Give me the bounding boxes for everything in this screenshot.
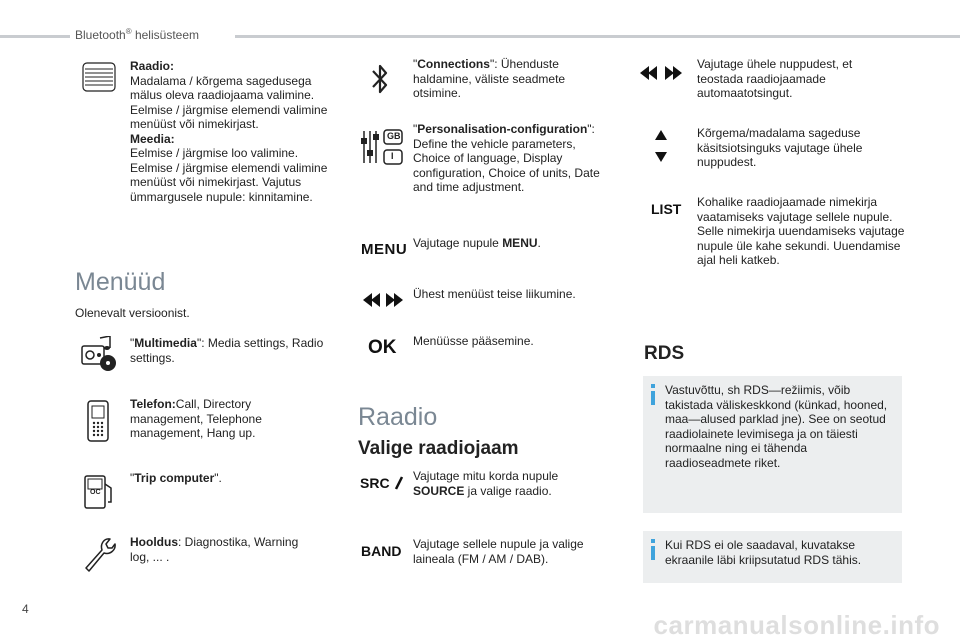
trip-description: "Trip computer". — [130, 471, 222, 485]
telefon-description: Telefon:Call, Directory management, Telephone management, Hang up. — [130, 397, 262, 440]
bluetooth-icon — [370, 62, 390, 96]
src-icon-label: SRC — [360, 475, 390, 491]
frequency-description: Kõrgema/madalama sageduse käsitsiotsinguks vajutage ühele nuppudest. — [697, 126, 863, 169]
select-station-heading: Valige raadiojaam — [358, 438, 519, 459]
rds-info-box-2 — [643, 531, 902, 583]
source-description: Vajutage mitu korda nupule SOURCE ja valige raadio. — [413, 469, 559, 498]
version-note: Olenevalt versioonist. — [75, 306, 190, 320]
rds-heading: RDS — [644, 343, 685, 364]
hooldus-description: Hooldus: Diagnostika, Warning log, ... . — [130, 535, 299, 564]
radio-heading: Raadio — [358, 403, 438, 431]
header-rule — [235, 35, 960, 38]
info-marker-bar — [651, 391, 655, 405]
seek-arrows-icon — [639, 65, 683, 81]
seek-description: Vajutage ühele nuppudest, et teostada raadiojaamade automaatotsingut. — [697, 57, 853, 100]
radio-media-description: Raadio: Madalama / kõrgema sagedusega mälus oleva raadiojaama valimine. Eelmise / järgmise elemendi valimine menüüst või nimekirjast. Meedia: Eelmise / järgmise loo valimine. Eelmise / järgmise elemendi valimine menüüst või nimekirjast. Vajutus ümmargusele nupule: kinnitamine. — [130, 59, 328, 204]
rds-info-text-1: Vastuvõttu, sh RDS—režiimis, võib takistada väliskeskkond (künkad, hooned, maa—alused parklad jne). See on seotud raadiolainete levimisega ja on täiesti normaalne ning ei tähenda raadioseadmete riket. — [665, 383, 888, 470]
pers-icon-gb: GB — [387, 131, 401, 141]
personalisation-description: "Personalisation-configuration": Define the vehicle parameters, Choice of language, Display configuration, Choice of units, Date and time adjustment. — [413, 122, 600, 194]
info-marker-bar — [651, 546, 655, 560]
wrench-icon — [82, 536, 116, 572]
page-header: Bluetooth® helisüsteem — [75, 27, 199, 42]
band-button-icon: BAND — [361, 543, 402, 559]
ok-description: Menüüsse pääsemine. — [413, 334, 534, 348]
pers-icon-i: I — [391, 151, 394, 161]
rds-info-box-1 — [643, 376, 902, 513]
header-rule-left — [0, 35, 70, 38]
list-description: Kohalike raadiojaamade nimekirja vaatamiseks vajutage sellele nupule. Selle nimekirja uuendamiseks vajutage nupule üle kahe sekundi. Uuendamise ajal heli katkeb. — [697, 195, 905, 267]
menus-heading: Menüüd — [75, 268, 166, 296]
multimedia-description: "Multimedia": Media settings, Radio settings. — [130, 336, 324, 365]
watermark: carmanualsonline.info — [653, 610, 940, 640]
up-down-arrows-icon — [654, 128, 668, 164]
list-button-icon: LIST — [651, 201, 682, 217]
ok-button-icon: OK — [368, 337, 397, 358]
info-marker-dot — [651, 539, 655, 543]
band-description: Vajutage sellele nupule ja valige laineala (FM / AM / DAB). — [413, 537, 584, 566]
menu-description: Vajutage nupule MENU. — [413, 236, 541, 250]
menu-button-icon: MENU — [361, 241, 408, 258]
phone-icon — [86, 400, 110, 442]
scroll-wheel-icon — [82, 62, 116, 92]
arrows-description: Ühest menüüst teise liikumine. — [413, 287, 576, 301]
rds-info-text-2: Kui RDS ei ole saadaval, kuvatakse ekraanile läbi kriipsutatud RDS tähis. — [665, 538, 862, 567]
info-marker-dot — [651, 384, 655, 388]
fuel-pump-icon — [83, 474, 115, 510]
connections-description: "Connections": Ühenduste haldamine, väliste seadmete otsimine. — [413, 57, 566, 100]
multimedia-icon — [80, 336, 118, 372]
settings-sliders-icon — [360, 128, 406, 166]
trip-icon-label: OC — [90, 489, 101, 496]
left-right-arrows-icon — [362, 292, 404, 308]
source-button-icon — [360, 475, 390, 493]
page-number: 4 — [22, 602, 29, 616]
